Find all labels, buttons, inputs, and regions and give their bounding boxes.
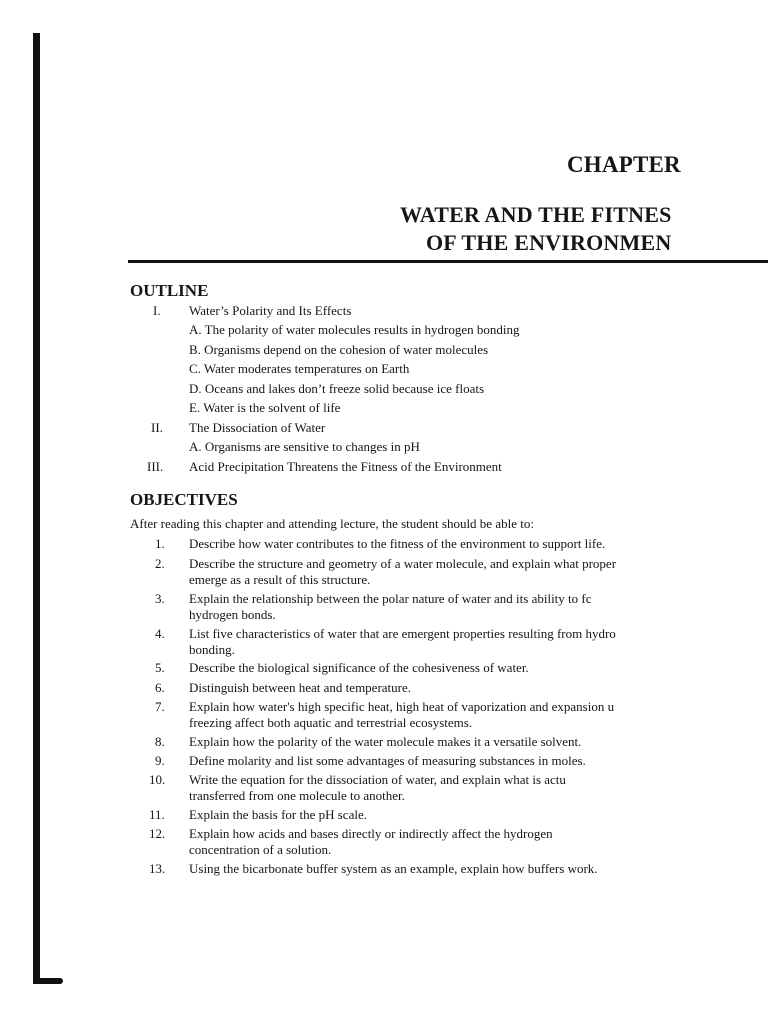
objective-line: hydrogen bonds. bbox=[189, 607, 276, 622]
outline-heading: OUTLINE bbox=[130, 281, 209, 300]
objective-line: concentration of a solution. bbox=[189, 842, 332, 857]
objective-line: List five characteristics of water that are emergent properties resulting from hydro bbox=[189, 626, 616, 641]
objective-line: Distinguish between heat and temperature. bbox=[189, 680, 412, 695]
objective-number: 9. bbox=[155, 753, 165, 768]
outline-item-number: III. bbox=[147, 459, 164, 474]
title-rule bbox=[128, 260, 768, 263]
objective-line: transferred from one molecule to another. bbox=[189, 788, 405, 803]
objectives-intro: After reading this chapter and attending lecture, the student should be able to: bbox=[130, 516, 534, 531]
objective-number: 6. bbox=[155, 680, 165, 695]
objective-number: 12. bbox=[149, 826, 166, 841]
objective-line: Describe the biological significance of the cohesiveness of water. bbox=[189, 660, 529, 675]
objective-number: 4. bbox=[155, 626, 165, 641]
objective-line: Explain how acids and bases directly or indirectly affect the hydrogen bbox=[189, 826, 553, 841]
objective-line: Using the bicarbonate buffer system as an example, explain how buffers work. bbox=[189, 861, 598, 876]
chapter-title-line-2: OF THE ENVIRONMEN bbox=[426, 230, 672, 255]
objective-number: 10. bbox=[149, 772, 166, 787]
chapter-label: CHAPTER bbox=[567, 152, 681, 177]
objective-line: Write the equation for the dissociation of water, and explain what is actu bbox=[189, 772, 566, 787]
outline-subitem: C. Water moderates temperatures on Earth bbox=[189, 361, 410, 376]
objectives-heading: OBJECTIVES bbox=[130, 490, 238, 509]
objective-line: emerge as a result of this structure. bbox=[189, 572, 371, 587]
outline-item: Acid Precipitation Threatens the Fitness of the Environment bbox=[189, 459, 502, 474]
outline-item: The Dissociation of Water bbox=[189, 420, 326, 435]
objective-line: Explain how the polarity of the water molecule makes it a versatile solvent. bbox=[189, 734, 582, 749]
objective-line: Explain the basis for the pH scale. bbox=[189, 807, 367, 822]
objective-number: 7. bbox=[155, 699, 165, 714]
objective-line: Describe the structure and geometry of a water molecule, and explain what proper bbox=[189, 556, 617, 571]
binding-edge bbox=[33, 33, 40, 983]
objective-number: 11. bbox=[149, 807, 165, 822]
outline-item: Water’s Polarity and Its Effects bbox=[189, 303, 352, 318]
chapter-title-line-1: WATER AND THE FITNES bbox=[400, 202, 672, 227]
objective-number: 1. bbox=[155, 536, 165, 551]
objective-line: Describe how water contributes to the fitness of the environment to support life. bbox=[189, 536, 606, 551]
objective-line: Explain how water's high specific heat, high heat of vaporization and expansion u bbox=[189, 699, 615, 714]
outline-subitem: B. Organisms depend on the cohesion of water molecules bbox=[189, 342, 489, 357]
binding-edge-foot bbox=[33, 978, 63, 984]
outline-subitem: A. Organisms are sensitive to changes in pH bbox=[189, 439, 420, 454]
objective-line: freezing affect both aquatic and terrestrial ecosystems. bbox=[189, 715, 473, 730]
objective-number: 3. bbox=[155, 591, 165, 606]
objective-line: Explain the relationship between the polar nature of water and its ability to fc bbox=[189, 591, 592, 606]
objective-number: 8. bbox=[155, 734, 165, 749]
outline-subitem: A. The polarity of water molecules results in hydrogen bonding bbox=[189, 322, 520, 337]
outline-subitem: D. Oceans and lakes don’t freeze solid because ice floats bbox=[189, 381, 485, 396]
objective-line: bonding. bbox=[189, 642, 235, 657]
outline-subitem: E. Water is the solvent of life bbox=[189, 400, 341, 415]
objective-number: 13. bbox=[149, 861, 166, 876]
objective-number: 2. bbox=[155, 556, 165, 571]
objective-number: 5. bbox=[155, 660, 165, 675]
outline-item-number: II. bbox=[151, 420, 163, 435]
objective-line: Define molarity and list some advantages of measuring substances in moles. bbox=[189, 753, 586, 768]
outline-item-number: I. bbox=[153, 303, 161, 318]
